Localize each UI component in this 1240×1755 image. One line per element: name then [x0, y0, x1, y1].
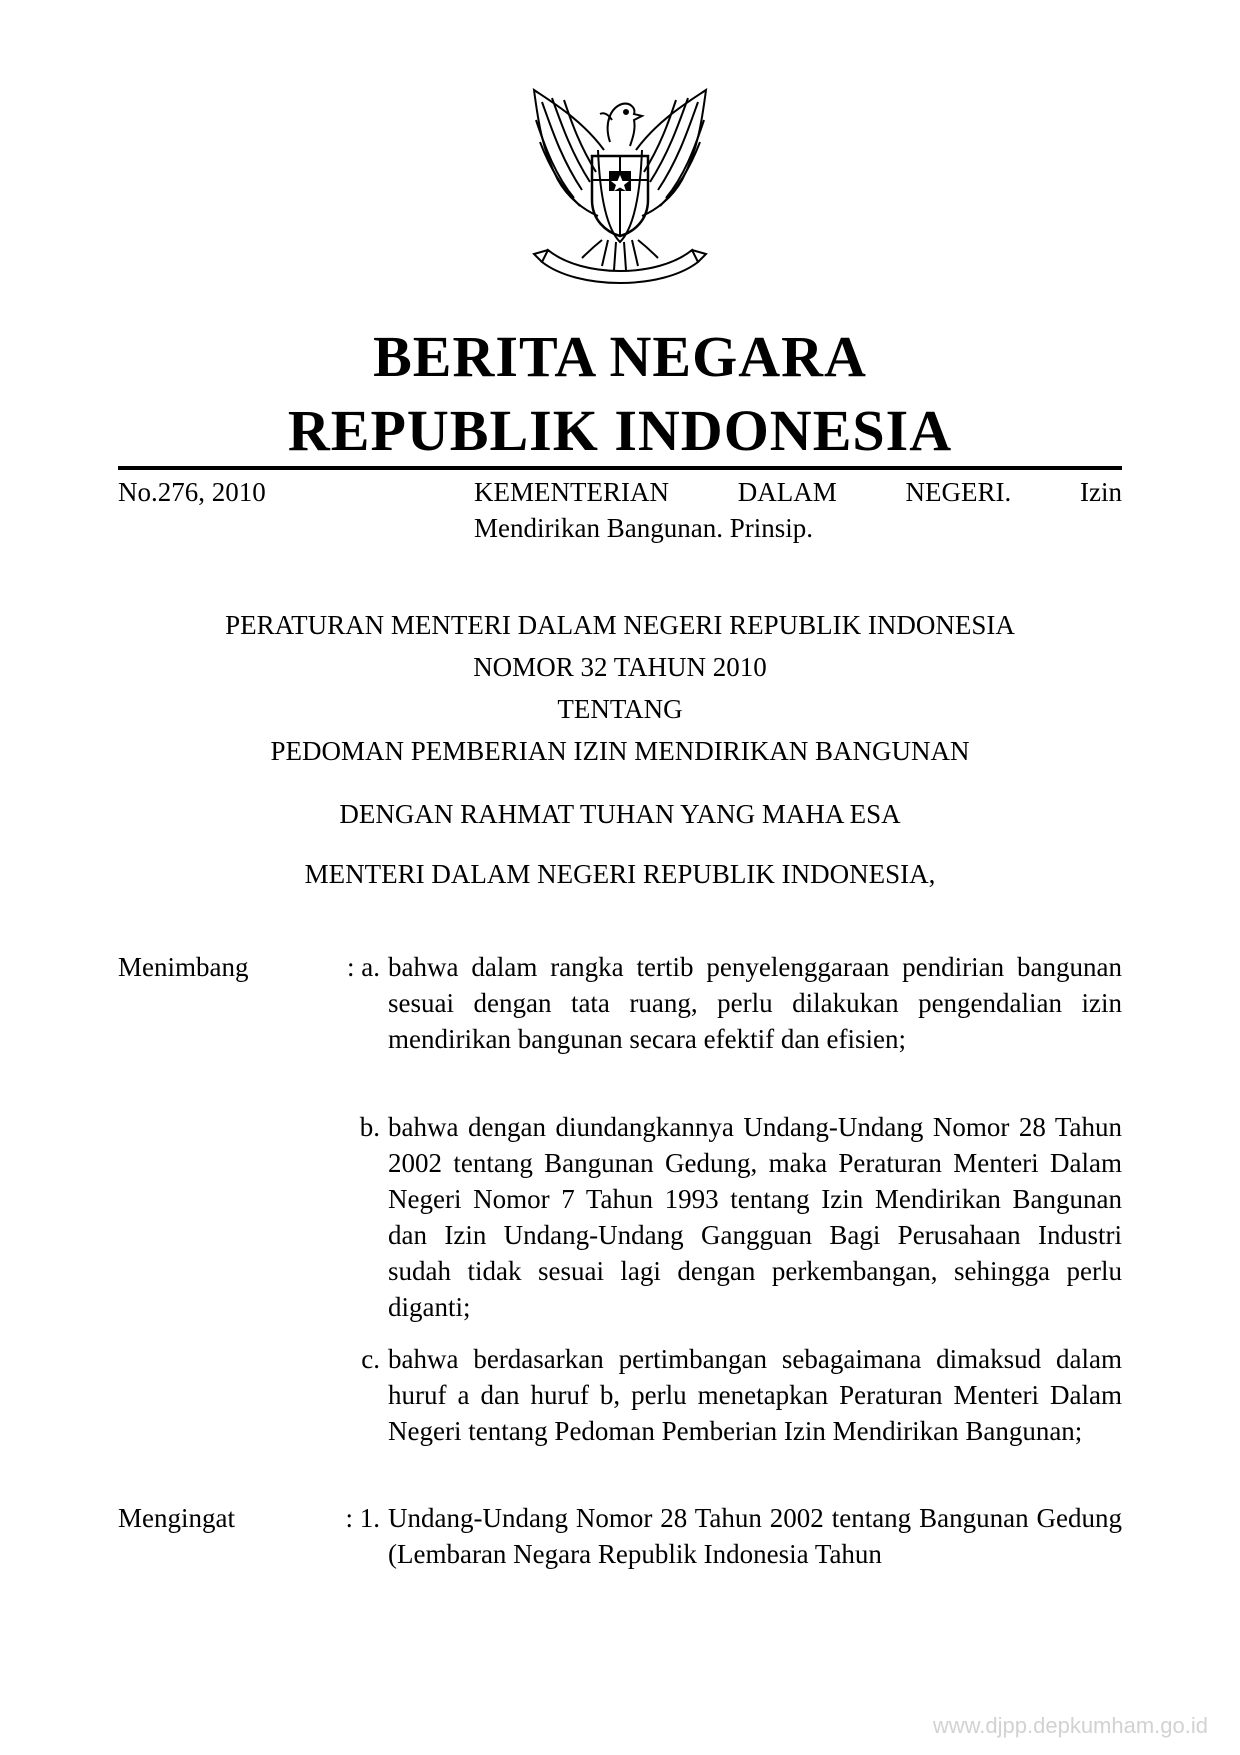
garuda-emblem-icon	[512, 80, 728, 300]
subject-word: DALAM	[737, 477, 837, 507]
item-text: bahwa dengan diundangkannya Undang-Undang Nomor 28 Tahun 2002 tentang Bangunan Gedung, maka Peraturan Menteri Dalam Negeri Nomor 7 Tahun 1993 tentang Izin Mendirikan Bangunan dan Izin Undang-Undang Gangguan Bagi Perusahaan Industri sudah tidak sesuai lagi dengan perkembangan, sehingga perlu diganti;	[388, 1112, 1122, 1322]
mengingat-item-1	[324, 1500, 1122, 1572]
subject-word: NEGERI.	[905, 477, 1012, 507]
subject-line-2: Mendirikan Bangunan. Prinsip.	[474, 513, 813, 543]
item-marker: c.	[361, 1344, 380, 1374]
subject-word: KEMENTERIAN	[474, 477, 669, 507]
menimbang-item-a	[324, 949, 1122, 1057]
masthead-subtitle: REPUBLIK INDONESIA	[287, 398, 953, 463]
subject-word: Izin	[1080, 477, 1122, 507]
menimbang-item-c	[324, 1341, 1122, 1449]
regulation-title: PERATURAN MENTERI DALAM NEGERI REPUBLIK INDONESIA	[225, 610, 1015, 640]
item-text: Undang-Undang Nomor 28 Tahun 2002 tentang Bangunan Gedung (Lembaran Negara Republik Indonesia Tahun	[388, 1503, 1122, 1569]
masthead-title: BERITA NEGARA	[373, 324, 867, 389]
menimbang-label: Menimbang	[118, 952, 249, 982]
item-marker: : 1.	[345, 1503, 380, 1533]
menimbang-item-b	[324, 1109, 1122, 1325]
item-text: bahwa berdasarkan pertimbangan sebagaimana dimaksud dalam huruf a dan huruf b, perlu menetapkan Peraturan Menteri Dalam Negeri tentang Pedoman Pemberian Izin Mendirikan Bangunan;	[388, 1344, 1122, 1446]
source-watermark: www.djpp.depkumham.go.id	[932, 1713, 1208, 1738]
regulation-about: TENTANG	[557, 694, 683, 724]
masthead-divider	[118, 466, 1122, 470]
mengingat-label: Mengingat	[118, 1503, 235, 1533]
issue-number: No.276, 2010	[118, 477, 266, 507]
item-marker: : a.	[347, 952, 380, 982]
issuer-line: MENTERI DALAM NEGERI REPUBLIK INDONESIA,	[304, 859, 936, 889]
item-marker: b.	[359, 1112, 380, 1142]
subject-summary	[474, 474, 1122, 546]
item-text: bahwa dalam rangka tertib penyelenggaraan pendirian bangunan sesuai dengan tata ruang, perlu dilakukan pengendalian izin mendirikan bangunan secara efektif dan efisien;	[388, 952, 1122, 1054]
regulation-heading	[0, 604, 1240, 772]
invocation: DENGAN RAHMAT TUHAN YANG MAHA ESA	[339, 799, 901, 829]
regulation-subject: PEDOMAN PEMBERIAN IZIN MENDIRIKAN BANGUNAN	[270, 736, 970, 766]
regulation-number: NOMOR 32 TAHUN 2010	[473, 652, 767, 682]
